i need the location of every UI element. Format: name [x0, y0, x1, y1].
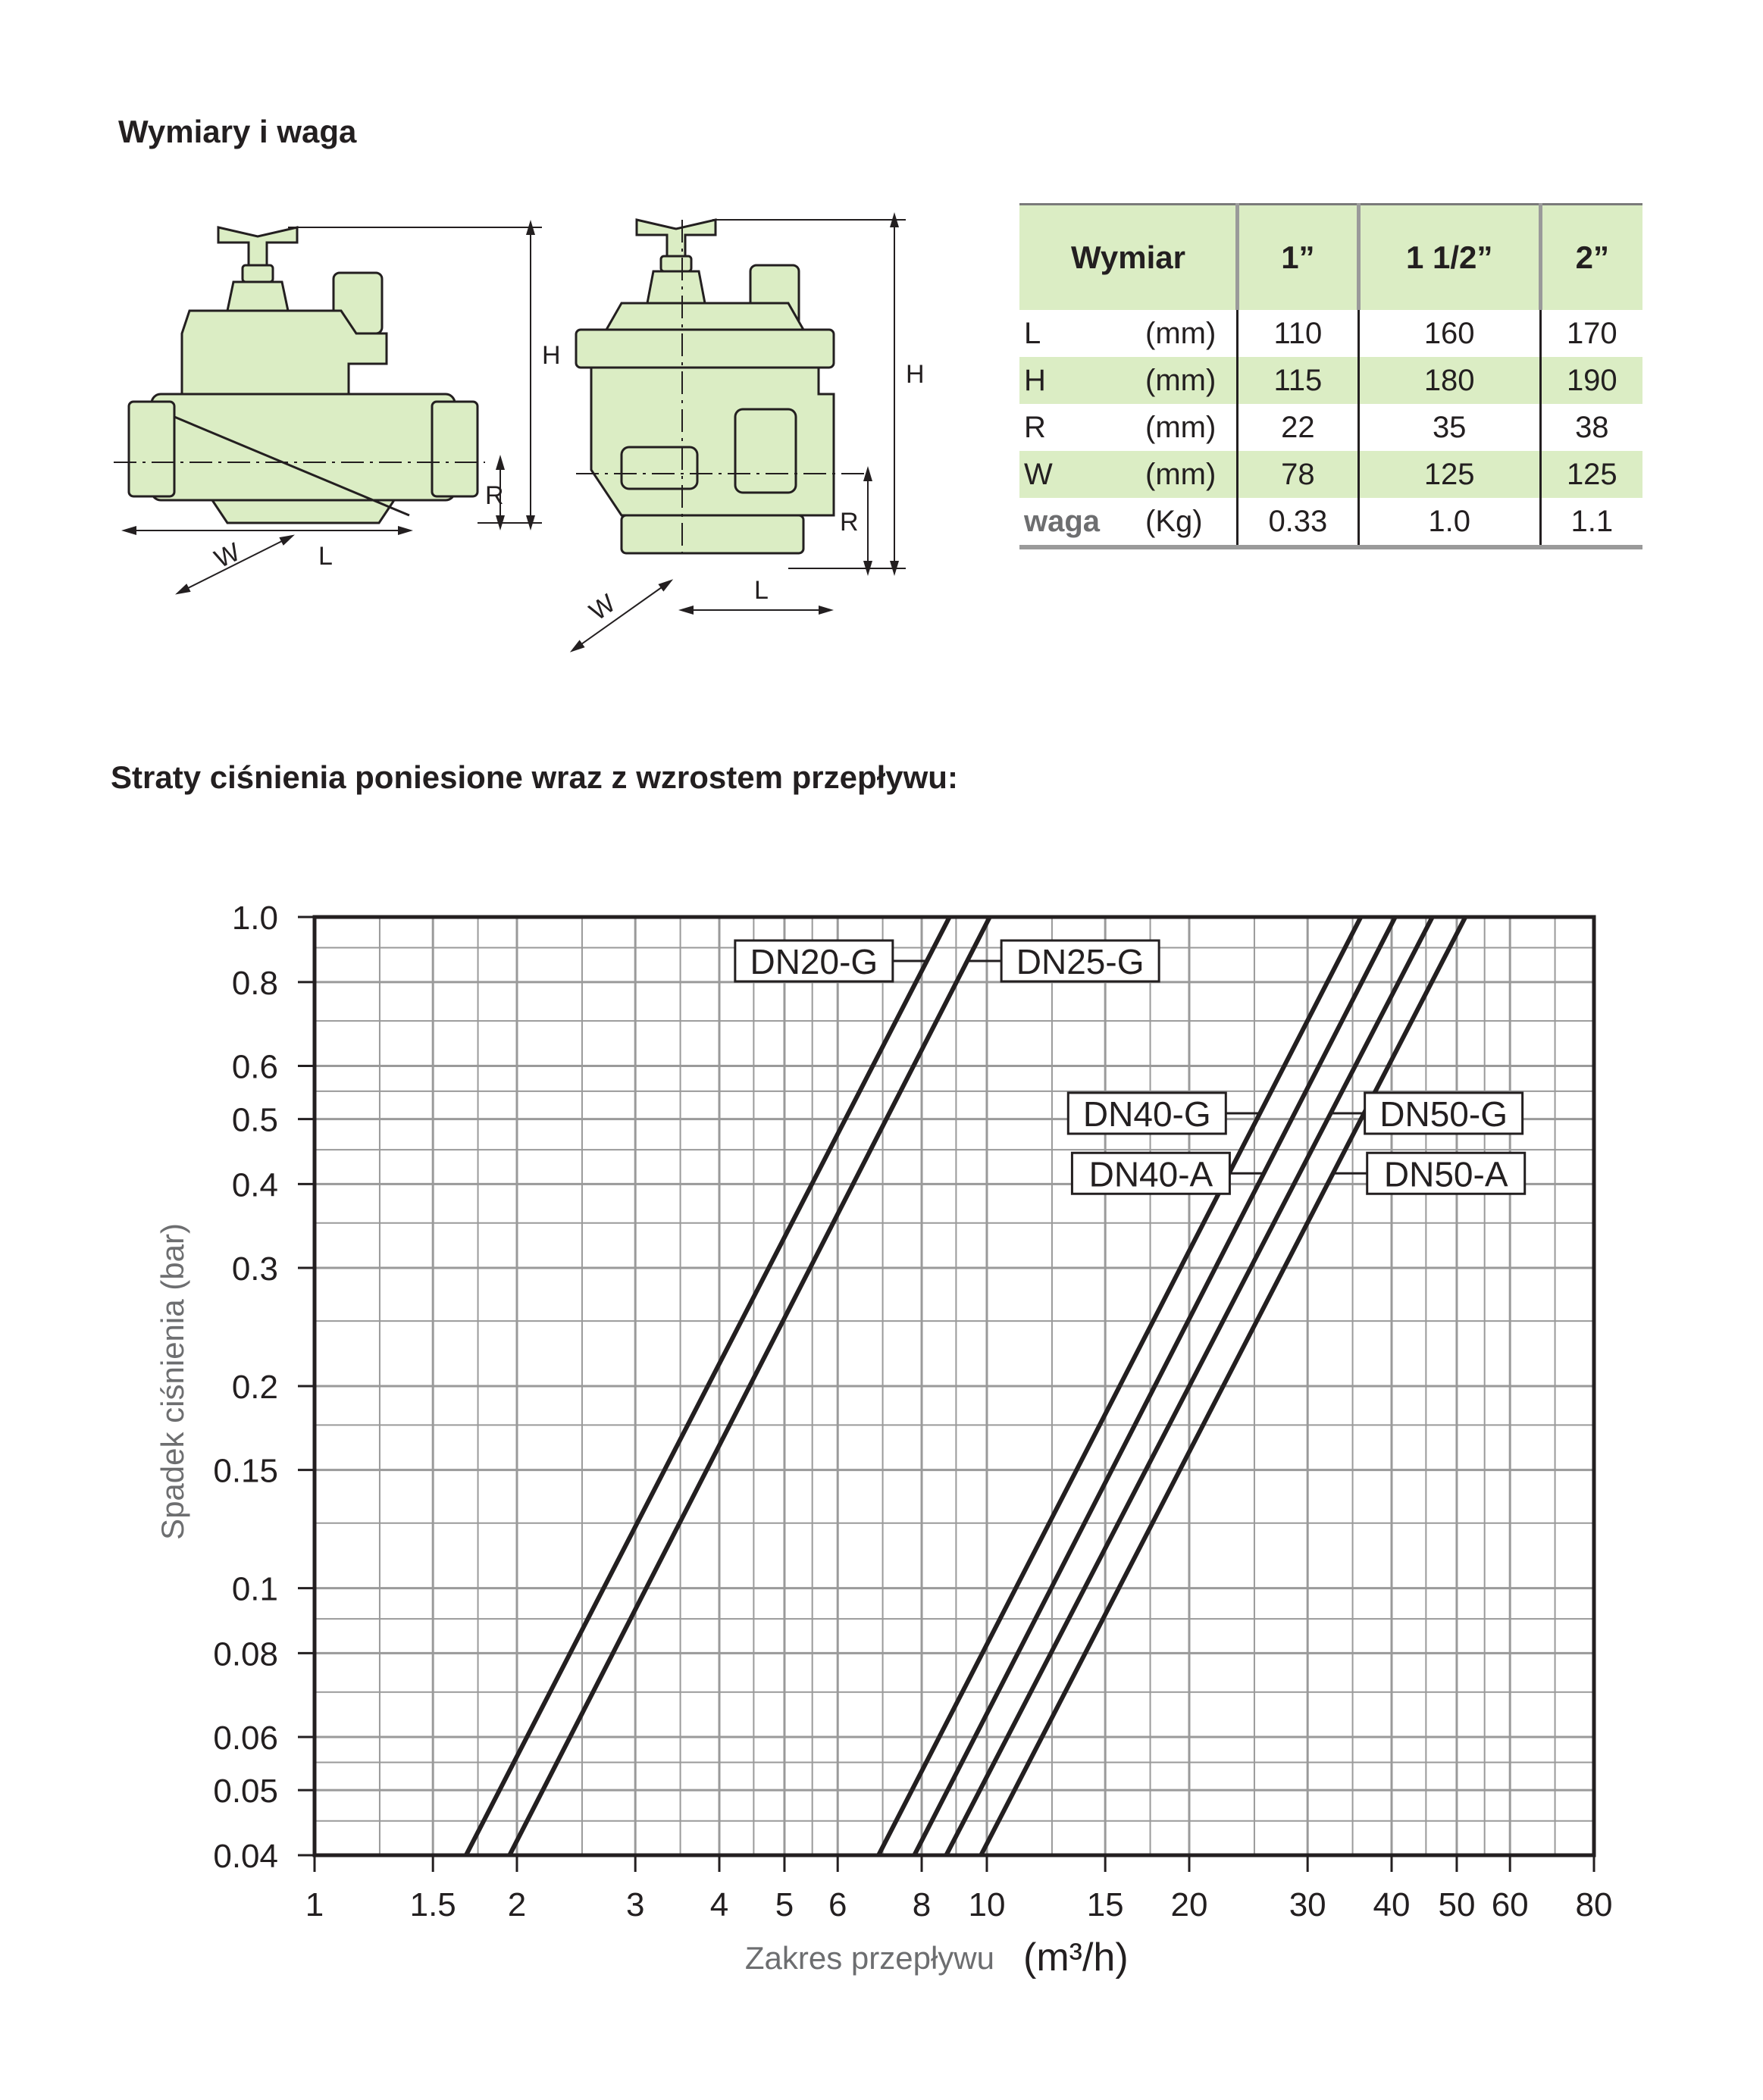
x-tick-label: 30 [1289, 1886, 1326, 1923]
valve-side-view [129, 227, 478, 523]
row-key: W [1019, 451, 1145, 498]
y-tick-label: 0.04 [213, 1838, 278, 1875]
x-tick-label: 6 [828, 1886, 847, 1923]
x-axis-unit: (m³/h) [1023, 1936, 1129, 1980]
y-tick-label: 0.3 [231, 1250, 278, 1288]
y-ticks [213, 900, 315, 1875]
y-tick-label: 0.08 [213, 1635, 278, 1673]
row-value: 190 [1540, 357, 1642, 404]
y-tick-label: 0.06 [213, 1720, 278, 1757]
table-row [1019, 357, 1642, 404]
row-value: 38 [1540, 404, 1642, 451]
x-tick-label: 5 [775, 1886, 794, 1923]
row-key: waga [1019, 498, 1145, 547]
y-tick-label: 0.8 [231, 964, 278, 1002]
row-unit: (Kg) [1145, 498, 1238, 547]
x-tick-label: 8 [912, 1886, 932, 1923]
row-unit: (mm) [1145, 451, 1238, 498]
label-W-2: W [584, 589, 621, 627]
series-labels [735, 940, 1525, 1194]
row-value: 22 [1238, 404, 1359, 451]
y-axis-label: Spadek ciśnienia (bar) [155, 1223, 190, 1540]
x-tick-label: 1.5 [409, 1886, 456, 1923]
row-value: 110 [1238, 310, 1359, 357]
y-tick-label: 0.6 [231, 1048, 278, 1086]
row-value: 125 [1540, 451, 1642, 498]
row-key: R [1024, 410, 1046, 444]
x-tick-label: 2 [507, 1886, 527, 1923]
row-value: 115 [1238, 357, 1359, 404]
grid-major [315, 917, 1594, 1855]
x-tick-label: 15 [1086, 1886, 1124, 1923]
row-unit: (mm) [1145, 357, 1238, 404]
label-W-1: W [210, 537, 245, 574]
table-header-col: 1” [1238, 205, 1359, 311]
label-R-1: R [485, 481, 504, 510]
x-tick-label: 80 [1575, 1886, 1613, 1923]
row-value: 1.1 [1540, 498, 1642, 547]
y-tick-label: 0.5 [231, 1101, 278, 1139]
row-unit: (mm) [1145, 316, 1217, 350]
x-tick-label: 4 [709, 1886, 729, 1923]
x-axis-label: Zakres przepływu [744, 1940, 994, 1976]
x-tick-label: 1 [305, 1886, 324, 1923]
row-value: 125 [1358, 451, 1540, 498]
row-value: 0.33 [1238, 498, 1359, 547]
y-tick-label: 0.4 [231, 1166, 278, 1204]
series-label-dn50-a: DN50-A [1383, 1154, 1508, 1194]
label-L-1: L [318, 542, 333, 571]
row-value: 78 [1238, 451, 1359, 498]
label-H-2: H [906, 360, 925, 389]
row-value: 180 [1358, 357, 1540, 404]
table-header-label: Wymiar [1019, 205, 1238, 311]
table-row [1019, 404, 1642, 451]
series-label-dn40-g: DN40-G [1082, 1094, 1211, 1134]
table-row [1019, 498, 1642, 547]
valve-dimension-drawing [106, 197, 940, 667]
dimensions-heading: Wymiary i waga [118, 114, 357, 149]
x-tick-label: 3 [625, 1886, 645, 1923]
row-key: H [1019, 357, 1145, 404]
row-value: 35 [1358, 404, 1540, 451]
table-header-col: 2” [1540, 205, 1642, 311]
y-tick-label: 0.2 [231, 1369, 278, 1406]
label-H-1: H [542, 341, 561, 370]
y-tick-label: 1.0 [231, 900, 278, 937]
row-key: L [1024, 316, 1041, 350]
table-row [1019, 451, 1642, 498]
label-L-2: L [754, 576, 769, 605]
series-label-dn25-g: DN25-G [1016, 942, 1145, 982]
x-tick-label: 10 [968, 1886, 1006, 1923]
x-tick-label: 20 [1170, 1886, 1208, 1923]
y-tick-label: 0.15 [213, 1452, 278, 1490]
row-value: 170 [1540, 310, 1642, 357]
x-tick-label: 40 [1373, 1886, 1411, 1923]
chart-heading: Straty ciśnienia poniesione wraz z wzrostem przepływu: [111, 759, 958, 795]
row-value: 1.0 [1358, 498, 1540, 547]
table-header-col: 1 1/2” [1358, 205, 1540, 311]
pressure-loss-chart [0, 856, 1763, 2039]
x-tick-label: 50 [1438, 1886, 1476, 1923]
row-unit: (mm) [1145, 410, 1217, 444]
x-ticks [305, 1855, 1613, 1923]
label-R-2: R [840, 508, 859, 537]
series-label-dn40-a: DN40-A [1088, 1154, 1213, 1194]
y-tick-label: 0.05 [213, 1773, 278, 1811]
series-label-dn50-g: DN50-G [1379, 1094, 1508, 1134]
dimensions-table [1019, 203, 1642, 549]
y-tick-label: 0.1 [231, 1570, 278, 1608]
valve-angle-view [576, 220, 834, 553]
table-row [1019, 310, 1642, 357]
x-tick-label: 60 [1491, 1886, 1529, 1923]
row-value: 160 [1358, 310, 1540, 357]
series-label-dn20-g: DN20-G [750, 942, 878, 982]
table-header-row [1019, 205, 1642, 311]
